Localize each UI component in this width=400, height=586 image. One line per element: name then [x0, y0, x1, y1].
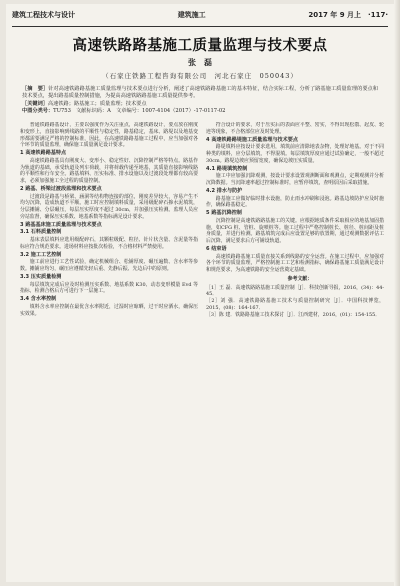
- body-paragraph: 过渡段是路基与桥梁、涵洞等结构物连接的部位，刚度差异较大，容易产生不均匀沉降，造成轨道不平顺。施工时应控制填料质量，采用级配碎石掺水泥填筑，分层摊铺、分层碾压，每层压实厚度不超过 30cm，并加强压实检测。监理人员应旁站监督，确保压实系数、地基系数等指标满足设计要求。: [20, 193, 198, 220]
- classification: TU753 文献标识码：A 文章编号：1007-4104（2017）-17-0117-02: [53, 107, 226, 114]
- section-heading: 4.1 路堤填筑控制: [206, 165, 248, 172]
- section-heading: 3.3 压实质量检测: [20, 273, 62, 280]
- keywords: 高速铁路；路基施工；质量监理；技术要点: [47, 100, 147, 107]
- affiliation: （石家庄铁路工程咨询有限公司 河北石家庄 050043）: [102, 72, 298, 80]
- body-paragraph: 施工前应进行工艺性试验，确定机械组合、松铺厚度、碾压遍数、含水率等参数。摊铺应均匀，碾压应遵循先轻后重、先静后振、先边后中的原则。: [20, 259, 198, 272]
- classification-label: 中图分类号：: [22, 107, 54, 114]
- left-column: [20, 122, 198, 574]
- body-paragraph: 基床表层填料应选用级配碎石，其颗粒级配、粒径、针片状含量、含泥量等指标应符合规范要求。进场材料应按批次检验，不合格材料严禁使用。: [20, 237, 198, 250]
- issue-page: 2017 年 9 月上 ·117·: [308, 11, 388, 19]
- section-heading: 1 高速铁路路基特点: [20, 150, 67, 156]
- section-heading: 3.4 含水率控制: [20, 296, 57, 302]
- section-heading: 6 结束语: [206, 245, 227, 252]
- section-heading: 2 路基、桥梁过渡段监理和技术要点: [20, 185, 102, 192]
- body-paragraph: 沉降控制是高速铁路路基施工的关键。应根据地质条件采取相应的地基加固措施，如CFG 桩、管桩、旋喷桩等。施工过程中严格控制桩长、桩径、桩间距及桩身质量，并进行检测。路基填筑完成后应设置足够的放置期，通过观测数据评估工后沉降，满足要求后方可铺设轨道。: [206, 217, 384, 244]
- section-heading: 5 路基沉降控制: [206, 210, 242, 216]
- abstract-block: [22, 86, 378, 115]
- body-paragraph: 每层填筑完成后应及时检测压实系数、地基系数 K30、动态变形模量 Evd 等指标，检测合格后方可进行下一层施工。: [20, 281, 198, 295]
- reference-item: ［1］王 磊．高速铁路路基施工质量控制［J］．科技创新导报，2016，(34)：44-45．: [206, 284, 384, 298]
- keywords-label: ［关键词］: [22, 100, 48, 107]
- reference-item: ［2］刘 强．高速铁路路基施工技术与质量控制研究［J］．中国科技博览，2015，(08)：164-167．: [206, 298, 384, 311]
- body-paragraph: 普通铁路路基设计，主要以强度作为关注重点，高速铁路设计，要点放在刚度和变形上，直接影响到线路的平顺性与稳定性，路基稳定，基床、路堤以及地基变形都需要满足严格的控制标准，因此，在高速铁路路基施工过程中，应当加强对各个环节的质量监理，确保施工质量满足设计要求。: [20, 122, 198, 149]
- header-rule: [12, 26, 388, 27]
- author: 张 磊: [188, 57, 212, 67]
- reference-item: ［3］陈 建．铁路路基施工技术探讨［J］．江西建材，2016，(01)：154-155．: [206, 311, 381, 318]
- references-heading: 参考文献：: [287, 275, 313, 282]
- body-paragraph: 高速铁路路基具有刚度大、变形小、稳定性好、沉降控制严格等特点。路基作为轨道的基础，承受轨道及列车荷载，并将荷载传递至地基，其质量直接影响线路的平顺性和行车安全。路基填料、压实标准、排水设施以及过渡段处理都有较高要求，必须加强施工全过程的质量控制。: [20, 157, 198, 184]
- section-heading: 4 高速铁路路堤施工质量监理与技术要点: [206, 136, 298, 143]
- section-name: 建筑施工: [177, 11, 206, 19]
- body-paragraph: 路基施工应做好临时排水设施，防止雨水冲刷和浸泡。路基边坡防护应及时施作，确保路基稳定。: [206, 195, 384, 209]
- section-heading: 3.2 施工工艺控制: [20, 251, 62, 258]
- body-paragraph: 填料含水率应控制在最优含水率附近，过湿时应晾晒，过干时应洒水，确保压实效果。: [20, 303, 198, 317]
- body-paragraph: 符合设计的要求，对于压实后的表面应平整、密实，不得出现松散、起皮、轮迹等现象，不合格部位应及时处理。: [206, 122, 384, 135]
- body-columns: [20, 122, 384, 574]
- section-heading: 3 路基基床施工质量监理与技术要点: [20, 221, 102, 228]
- abstract-label: ［摘 要］: [22, 86, 49, 92]
- journal-name: 建筑工程技术与设计: [12, 11, 75, 19]
- section-heading: 3.1 石料质量控制: [20, 229, 62, 236]
- body-paragraph: 路堤填料应按设计要求选用，填筑前应清除地表杂物，处理好地基。对于不同种类的填料，应分层填筑，不得混填。每层填筑厚度应通过试验确定，一般不超过 30cm。路堤边坡应预留宽度，确保边坡压实质量。: [206, 144, 384, 164]
- abstract-text: 针对高速铁路路基施工质量监理与技术要点进行分析，阐述了高速铁路路基施工的基本特征，结合实际工程，分析了路基施工质量监理的要点和技术要点，提出路基质量控制措施，为提高高速铁路路基施工质量提供参考。: [22, 86, 378, 100]
- article-title: 高速铁路路基施工质量监理与技术要点: [72, 38, 328, 54]
- right-column: [206, 122, 384, 574]
- body-paragraph: 施工中应加强沉降观测，按设计要求设置观测断面和观测点，定期观测并分析沉降数据。当沉降速率超过控制标准时，应暂停填筑，查明原因后采取措施。: [206, 173, 384, 186]
- section-heading: 4.2 排水与防护: [206, 187, 243, 194]
- page-fold-shadow: [394, 0, 400, 586]
- running-header: [12, 10, 388, 24]
- body-paragraph: 高速铁路路基施工质量直接关系到线路的安全运营。在施工过程中，应加强对各个环节的质量监理，严格控制施工工艺和检测指标，确保路基施工质量满足设计和规范要求，为高速铁路的安全运营奠定基础。: [206, 253, 384, 273]
- document-page: [6, 4, 394, 582]
